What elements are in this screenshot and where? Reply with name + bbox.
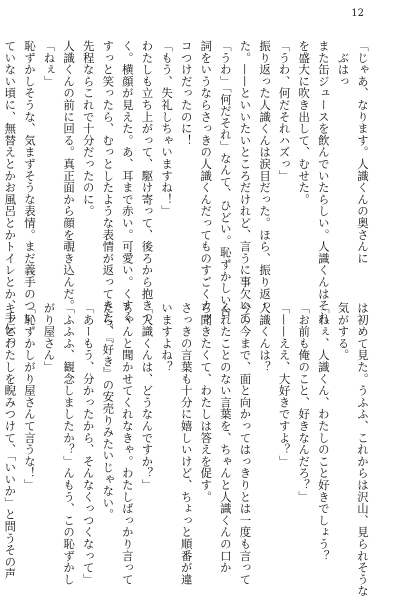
text-line: さっきの言葉も十分に嬉しいけど、ちょっと順番が違 [179, 302, 194, 586]
text-line: いますよね？ [160, 302, 175, 373]
text-line: コつけだったのに！ [179, 40, 194, 147]
text-line: 振り返った人識くんは涙目だった。ほら、振り返っ [258, 40, 273, 312]
text-line: 「うわ、何だそれハズっ」 [277, 40, 292, 182]
text-line: また缶ジュースを飲んでいたらしい。人識くんはそれ [316, 40, 331, 324]
vertical-text-area [3, 40, 372, 597]
text-line: 「ねぇ」 [42, 40, 57, 88]
text-line: 「うわ」「何だそれ」なんて、ひどい。恥ずかしい台 [218, 40, 233, 318]
text-line: キッとわたしを睨みつけて、「いいか」と問うその声 [3, 302, 18, 580]
text-line: く。横顔が見えた。あ、耳まで赤い。可愛い。くすく [120, 40, 135, 324]
text-line: わたしも立ち上がって、駆け寄って、後ろから抱きつ [140, 40, 155, 324]
text-line: ていない頃に、無替えとかお風呂とかトイレとか、手伝っ [3, 40, 18, 347]
text-line: 「じゃあ、なります。人識くんの奥さんに [356, 40, 370, 265]
text-line: 「ふふふ、観念しましたか？」んもう、この恥ずかし [62, 302, 77, 586]
text-line: 気がする。 [336, 302, 351, 361]
text-line: 人識くんの前に回る。真正面から顔を覗き込んだ。 [62, 40, 77, 312]
text-line: 「ねぇ、人識くん、わたしのこと好きでしょう？ [316, 302, 331, 562]
page-number: 12 [351, 8, 364, 19]
text-line: 「もう、失礼しちゃいますね！」 [160, 40, 175, 217]
text-line: 先程ならこれで十分だったのに。 [81, 40, 96, 217]
text-line: 今の今まで、面と向かってはっきりとは一度も言って [238, 302, 253, 586]
text-line: た。——といいたいところだけれど、言うに事欠いて [238, 40, 253, 324]
text-line: 恥ずかしそうな、気まずそうな表情。まだ義手のつい [22, 40, 37, 324]
text-line: ちゃんと聞かせてくれなきゃ。わたしばっかり言って [120, 302, 135, 586]
text-line: 「恥ずかしがり屋さんて言うな！」 [22, 302, 37, 491]
text-line: たら、『好き』の安売りみたいじゃない。 [101, 302, 116, 521]
text-line: を盛大に吹き出して、むせた。 [297, 40, 312, 206]
text-line: 「お前も俺のこと、好きなんだろ？」 [297, 302, 312, 503]
text-line: 「あーもう、分かったから、そんなくっつくなって」 [81, 302, 96, 586]
lower-text-block [3, 302, 372, 597]
text-line: 人識くんは？ [258, 302, 273, 373]
text-line: は初めて見た。うふふ、これからは沢山、見られそうな [356, 302, 370, 597]
text-line: ぶはっ [336, 40, 351, 88]
text-line: ら聞きたくて、わたしは答えを促す。 [199, 302, 214, 503]
text-line: 「——ええ、大好きですよ？」 [277, 302, 292, 468]
text-line: くれたことのない言葉を、ちゃんと人識くんの口か [218, 302, 233, 574]
text-line: 詞をいうならさっきの人識くんだってものすごくカッ [199, 40, 214, 324]
text-line: 「人識くんは、どうなんですか？」 [140, 302, 155, 491]
text-line: すっと笑ったら、むっとしたような表情が返ってきた。 [101, 40, 116, 335]
text-line: がり屋さん」 [42, 302, 57, 373]
